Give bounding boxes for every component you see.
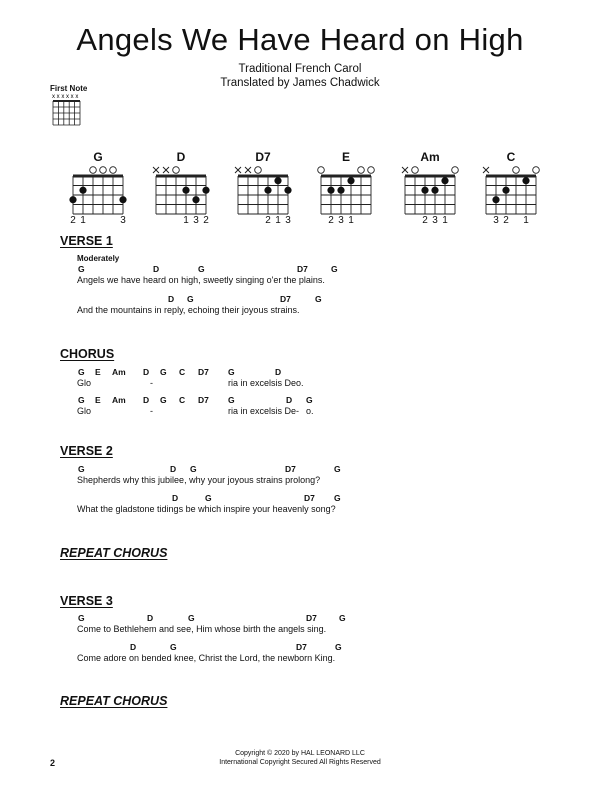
chord-symbol: Am [112, 367, 126, 377]
repeat-chorus-label: REPEAT CHORUS [60, 546, 168, 560]
chord-name: Am [420, 150, 440, 164]
finger-number: 3 [493, 215, 499, 226]
lyric-hyphen: - [150, 406, 153, 416]
lyric-line [0, 378, 600, 390]
chord-symbol: D [286, 395, 293, 405]
finger-number: 2 [265, 215, 271, 226]
chord-name: E [341, 150, 350, 164]
chord-symbol: G [78, 367, 85, 377]
chord-symbol: G [198, 264, 205, 274]
finger-dot [337, 187, 344, 194]
open-string-marker [318, 167, 325, 174]
finger-dot [421, 187, 428, 194]
chord-symbol: D7 [304, 493, 315, 503]
open-string-marker [452, 167, 459, 174]
section-heading-verse-1: VERSE 1 [60, 234, 113, 248]
chord-symbol: D [143, 395, 150, 405]
chord-symbol: G [188, 613, 195, 623]
finger-dot [69, 196, 76, 203]
finger-number: 1 [442, 215, 448, 226]
section-heading-verse-3: VERSE 3 [60, 594, 113, 608]
chord-symbol: D7 [297, 264, 308, 274]
copyright-line: Copyright © 2020 by HAL LEONARD LLC [235, 750, 365, 757]
page-number: 2 [50, 758, 56, 768]
finger-number: 2 [422, 215, 428, 226]
chord-grid [233, 164, 293, 216]
chord-grid [400, 164, 460, 216]
chord-grid [316, 164, 376, 216]
first-note-diagram [50, 91, 84, 134]
finger-dot [274, 177, 281, 184]
chord-symbol: G [228, 367, 235, 377]
chord-name: D7 [255, 150, 271, 164]
open-string-marker [513, 167, 520, 174]
finger-dot [202, 187, 209, 194]
finger-number: 1 [80, 215, 86, 226]
chord-symbol: D [168, 294, 175, 304]
finger-dot [522, 177, 529, 184]
finger-number: 2 [328, 215, 334, 226]
song-title: Angels We Have Heard on High [76, 22, 524, 57]
lyric-syllable: Glo [77, 406, 92, 416]
lyric-line [0, 406, 600, 418]
open-string-marker [100, 167, 107, 174]
finger-dot [182, 187, 189, 194]
chord-name: D [176, 150, 186, 164]
chord-symbol: G [334, 493, 341, 503]
chord-symbol: D [172, 493, 179, 503]
chord-symbol: E [95, 367, 101, 377]
finger-number: 2 [203, 215, 209, 226]
open-string-marker [412, 167, 419, 174]
finger-dot [492, 196, 499, 203]
first-note-mutes: x x x x x x [52, 94, 79, 100]
lyric-line: Angels we have heard on high, sweetly singing o'er the plains. [77, 275, 325, 285]
chord-grid [68, 164, 128, 216]
chord-symbol: G [315, 294, 322, 304]
chord-symbol: G [78, 613, 85, 623]
chord-symbol: G [78, 264, 85, 274]
chord-grid [151, 164, 211, 216]
chord-symbol: D7 [198, 367, 209, 377]
finger-number: 1 [348, 215, 354, 226]
rights-line: International Copyright Secured All Rights Reserved [219, 759, 381, 766]
open-string-marker [255, 167, 262, 174]
finger-dot [284, 187, 291, 194]
chord-name: C [506, 150, 516, 164]
open-string-marker [358, 167, 365, 174]
lyric-line: Shepherds why this jubilee, why your joyous strains prolong? [77, 475, 321, 485]
open-string-marker [110, 167, 117, 174]
finger-number: 3 [432, 215, 438, 226]
finger-dot [192, 196, 199, 203]
finger-dot [502, 187, 509, 194]
chord-symbol: G [331, 264, 338, 274]
finger-dot [79, 187, 86, 194]
chord-symbol: D [170, 464, 177, 474]
lyric-hyphen: - [296, 406, 299, 416]
chord-symbol: E [95, 395, 101, 405]
chord-symbol: G [160, 395, 167, 405]
finger-number: 2 [70, 215, 76, 226]
chord-symbol: D7 [285, 464, 296, 474]
finger-dot [347, 177, 354, 184]
credit-translator: Translated by James Chadwick [220, 77, 380, 89]
chord-symbol: G [78, 464, 85, 474]
lyric-syllable: ria in excelsis De [228, 406, 297, 416]
chord-symbol: G [339, 613, 346, 623]
chord-symbol: G [187, 294, 194, 304]
finger-dot [119, 196, 126, 203]
chord-symbol: D [147, 613, 154, 623]
finger-dot [264, 187, 271, 194]
open-string-marker [173, 167, 180, 174]
chord-symbol: G [334, 464, 341, 474]
finger-number: 3 [285, 215, 291, 226]
chord-symbol: D7 [306, 613, 317, 623]
chord-symbol: D7 [198, 395, 209, 405]
chord-symbol: G [228, 395, 235, 405]
chord-symbol: G [170, 642, 177, 652]
tempo-marking: Moderately [77, 254, 120, 263]
first-note-label: First Note [50, 84, 88, 93]
finger-number: 1 [275, 215, 281, 226]
lyric-line: Come to Bethlehem and see, Him whose birth the angels sing. [77, 624, 327, 634]
chord-symbol: D [130, 642, 137, 652]
finger-number: 3 [338, 215, 344, 226]
lyric-line: And the mountains in reply, echoing their joyous strains. [77, 305, 300, 315]
section-heading-verse-2: VERSE 2 [60, 444, 113, 458]
chord-symbol: G [335, 642, 342, 652]
finger-number: 2 [503, 215, 509, 226]
finger-number: 1 [183, 215, 189, 226]
open-string-marker [533, 167, 540, 174]
chord-symbol: G [306, 395, 313, 405]
finger-dot [327, 187, 334, 194]
finger-number: 1 [523, 215, 529, 226]
chord-symbol: C [179, 367, 186, 377]
chord-symbol: G [160, 367, 167, 377]
chord-symbol: D7 [280, 294, 291, 304]
lyric-line: What the gladstone tidings be which inspire your heavenly song? [77, 504, 336, 514]
lyric-syllable: o. [306, 406, 314, 416]
finger-dot [431, 187, 438, 194]
chord-symbol: C [179, 395, 186, 405]
chord-name: G [93, 150, 103, 164]
chord-symbol: D [275, 367, 282, 377]
lyric-syllable: Glo [77, 378, 92, 388]
chord-grid [481, 164, 541, 216]
chord-symbol: Am [112, 395, 126, 405]
section-heading-chorus: CHORUS [60, 347, 115, 361]
lyric-syllable: ria in excelsis Deo. [228, 378, 304, 388]
credit-origin: Traditional French Carol [238, 63, 362, 75]
finger-number: 3 [120, 215, 126, 226]
chord-symbol: D [143, 367, 150, 377]
lyric-line: Come adore on bended knee, Christ the Lord, the newborn King. [77, 653, 336, 663]
chord-symbol: D [153, 264, 160, 274]
open-string-marker [90, 167, 97, 174]
chord-symbol: D7 [296, 642, 307, 652]
open-string-marker [368, 167, 375, 174]
repeat-chorus-label: REPEAT CHORUS [60, 694, 168, 708]
finger-dot [441, 177, 448, 184]
lyric-hyphen: - [150, 378, 153, 388]
chord-symbol: G [205, 493, 212, 503]
chord-symbol: G [78, 395, 85, 405]
chord-symbol: G [190, 464, 197, 474]
finger-number: 3 [193, 215, 199, 226]
